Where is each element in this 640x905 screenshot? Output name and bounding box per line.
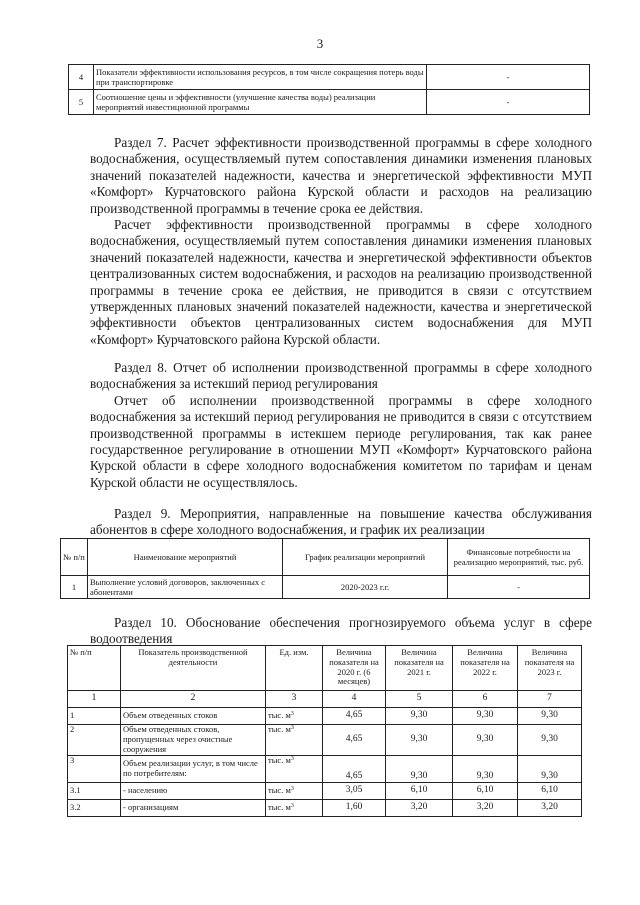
table-header-row xyxy=(61,539,590,576)
col-header: Величина показателя на 2020 г. (6 месяцев) xyxy=(323,646,386,691)
indicator-value: - xyxy=(427,90,590,115)
row-number: 5 xyxy=(69,90,94,115)
row-number: 3 xyxy=(68,756,121,783)
value-2020: 1,60 xyxy=(323,800,386,817)
value-2023: 3,20 xyxy=(518,800,582,817)
value-2022: 9,30 xyxy=(453,708,518,725)
table-row xyxy=(68,708,582,725)
value-2023: 9,30 xyxy=(518,725,582,756)
measure-schedule: 2020-2023 г.г. xyxy=(283,576,448,599)
section8 xyxy=(90,360,592,491)
value-2020: 4,65 xyxy=(323,725,386,756)
unit: тыс. $м^3$ xyxy=(266,756,323,783)
col-header: Величина показателя на 2021 г. xyxy=(386,646,453,691)
col-header: Показатель производственной деятельности xyxy=(121,646,266,691)
section9-heading-wrap xyxy=(90,506,592,539)
value-2023: 9,30 xyxy=(518,708,582,725)
section10-heading-wrap xyxy=(90,615,592,648)
value-2023: 6,10 xyxy=(518,783,582,800)
section7 xyxy=(90,135,592,348)
value-2020: 3,05 xyxy=(323,783,386,800)
unit: тыс. $м^3$ xyxy=(266,783,323,800)
measure-name: Выполнение условий договоров, заключенных с абонентами xyxy=(88,576,283,599)
table-row xyxy=(68,783,582,800)
col-header: Величина показателя на 2023 г. xyxy=(518,646,582,691)
section8-heading: Раздел 8. Отчет об исполнении производственной программы в сфере холодного водоснабжения за истекший период регулирования xyxy=(90,360,592,392)
value-2021: 9,30 xyxy=(386,725,453,756)
value-2022: 6,10 xyxy=(453,783,518,800)
row-number: 1 xyxy=(68,708,121,725)
col-header: Финансовые потребности на реализацию мероприятий, тыс. руб. xyxy=(448,539,590,576)
indicator-name: Соотношение цены и эффективности (улучшение качества воды) реализации мероприятий инвестиционной программы xyxy=(94,90,427,115)
value-2021: 6,10 xyxy=(386,783,453,800)
indicator-name: Объем отведенных стоков xyxy=(121,708,266,725)
indicator-name: Объем реализации услуг, в том числе по потребителям: xyxy=(121,756,266,783)
table-row xyxy=(61,576,590,599)
section9-heading: Раздел 9. Мероприятия, направленные на повышение качества обслуживания абонентов в сфере холодного водоснабжения, и график их реализации xyxy=(90,506,592,538)
col-number: 4 xyxy=(323,691,386,708)
value-2020: 4,65 xyxy=(323,756,386,783)
table-row xyxy=(68,756,582,783)
column-number-row xyxy=(68,691,582,708)
section7-body: Расчет эффективности производственной программы в сфере холодного водоснабжения, осуществляемый путем сопоставления динамики изменения плановых значений показателей надежности, качества и энергетической эффективности объектов централизованных систем водоснабжения, и расходов на реализацию производственной программы в течение срока ее действия, не приводится в связи с отсутствием утвержденных плановых значений показателей надежности, качества и энергетической эффективности объектов централизованных систем водоснабжения для МУП «Комфорт» Курчатовского района Курской области. xyxy=(90,217,592,347)
row-number: 3.2 xyxy=(68,800,121,817)
value-2021: 9,30 xyxy=(386,708,453,725)
row-number: 3.1 xyxy=(68,783,121,800)
indicator-name: - населению xyxy=(121,783,266,800)
col-number: 5 xyxy=(386,691,453,708)
row-number: 4 xyxy=(69,65,94,90)
unit: тыс. $м^3$ xyxy=(266,725,323,756)
value-2022: 9,30 xyxy=(453,756,518,783)
section7-heading: Раздел 7. Расчет эффективности производственной программы в сфере холодного водоснабжения, осуществляемый путем сопоставления динамики изменения плановых значений показателей надежности, качества и энергетической эффективности МУП «Комфорт» Курчатовского района Курской области и расходов на реализацию производственной программы в течение срока ее действия. xyxy=(90,135,592,216)
table-row xyxy=(69,65,590,90)
unit: тыс. $м^3$ xyxy=(266,708,323,725)
value-2022: 9,30 xyxy=(453,725,518,756)
section10-heading: Раздел 10. Обоснование обеспечения прогнозируемого объема услуг в сфере водоотведения xyxy=(90,615,592,647)
col-number: 2 xyxy=(121,691,266,708)
col-number: 7 xyxy=(518,691,582,708)
table-row xyxy=(69,90,590,115)
table-header-row xyxy=(68,646,582,691)
value-2020: 4,65 xyxy=(323,708,386,725)
col-header: Величина показателя на 2022 г. xyxy=(453,646,518,691)
row-number: 2 xyxy=(68,725,121,756)
indicator-name: Объем отведенных стоков, пропущенных через очистные сооружения xyxy=(121,725,266,756)
value-2021: 9,30 xyxy=(386,756,453,783)
indicator-name: - организациям xyxy=(121,800,266,817)
col-number: 3 xyxy=(266,691,323,708)
row-number: 1 xyxy=(61,576,88,599)
value-2022: 3,20 xyxy=(453,800,518,817)
value-2021: 3,20 xyxy=(386,800,453,817)
indicator-value: - xyxy=(427,65,590,90)
col-number: 1 xyxy=(68,691,121,708)
measure-finance: - xyxy=(448,576,590,599)
wastewater-table xyxy=(67,645,582,817)
unit: тыс. $м^3$ xyxy=(266,800,323,817)
indicators-table xyxy=(68,64,590,115)
table-row xyxy=(68,800,582,817)
indicator-name: Показатели эффективности использования ресурсов, в том числе сокращения потерь воды при транспортировке xyxy=(94,65,427,90)
col-header: График реализации мероприятий xyxy=(283,539,448,576)
col-header: № п/п xyxy=(61,539,88,576)
section8-body: Отчет об исполнении производственной программы в сфере холодного водоснабжения за истекший период регулирования не приводится в связи с отсутствием производственной программы в истекшем периоде регулирования, так как ранее государственное регулирование в отношении МУП «Комфорт» Курчатовского района Курской области в сфере холодного водоснабжения комитетом по тарифам и ценам Курской области не осуществлялось. xyxy=(90,392,592,490)
table-row xyxy=(68,725,582,756)
col-header: Наименование мероприятий xyxy=(88,539,283,576)
value-2023: 9,30 xyxy=(518,756,582,783)
col-header: Ед. изм. xyxy=(266,646,323,691)
col-number: 6 xyxy=(453,691,518,708)
col-header: № п/п xyxy=(68,646,121,691)
measures-table xyxy=(60,538,590,599)
page-number: 3 xyxy=(316,36,324,51)
